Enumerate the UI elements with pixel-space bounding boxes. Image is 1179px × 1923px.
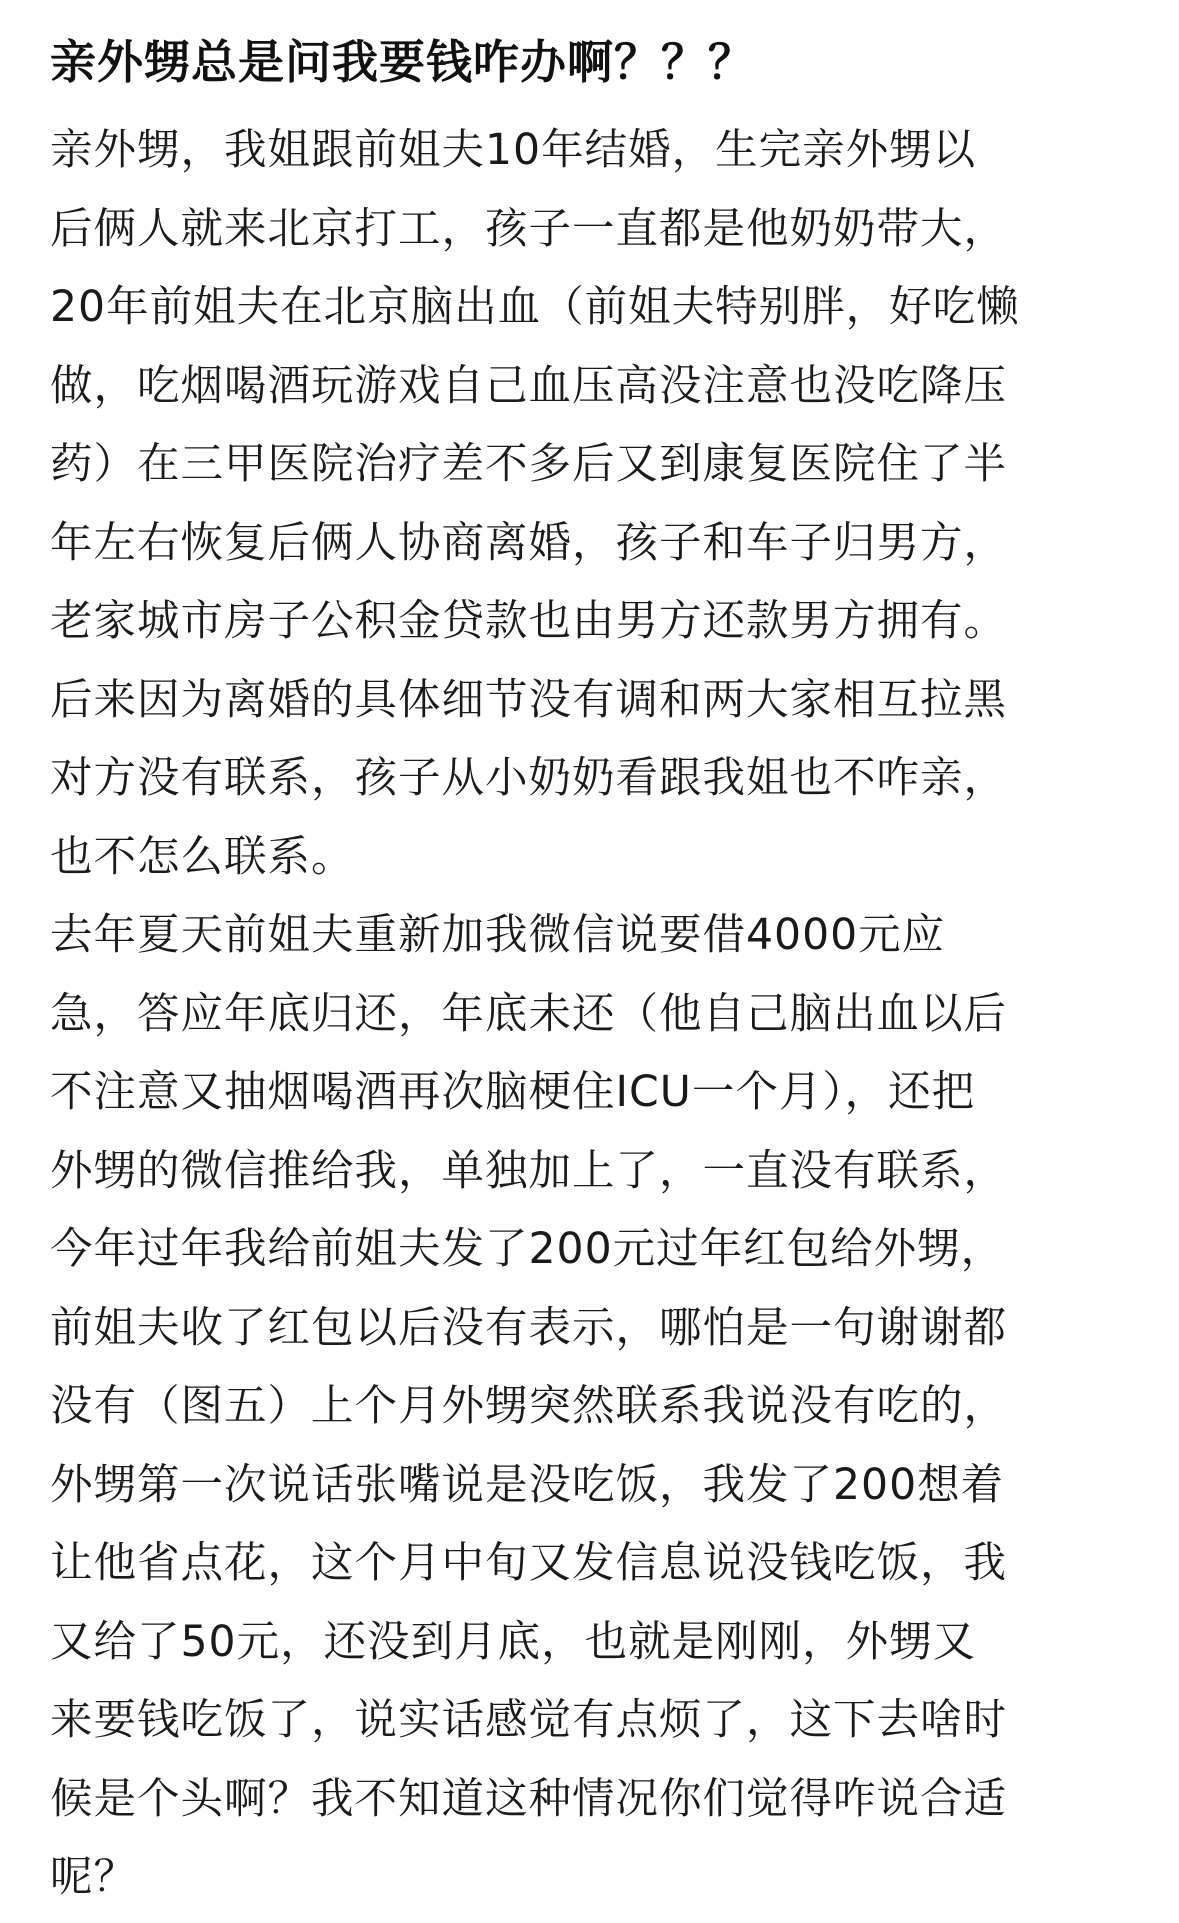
- body-line: 今年过年我给前姐夫发了200元过年红包给外甥，: [50, 1225, 1005, 1274]
- body-line: 对方没有联系，孩子从小奶奶看跟我姐也不咋亲，: [50, 754, 1008, 803]
- body-line: 前姐夫收了红包以后没有表示，哪怕是一句谢谢都: [50, 1303, 1008, 1353]
- body-line: 急，答应年底归还，年底未还（他自己脑出血以后: [50, 989, 1008, 1039]
- body-line: 也不怎么联系。: [50, 832, 355, 882]
- body-line: 让他省点花，这个月中旬又发信息说没钱吃饭，我: [50, 1539, 1008, 1588]
- body-line: 呢？: [50, 1853, 138, 1902]
- body-line: 又给了50元，还没到月底，也就是刚刚，外甥又: [50, 1617, 977, 1667]
- body-line: 20年前姐夫在北京脑出血（前姐夫特别胖，好吃懒: [50, 283, 1020, 332]
- body-line: 老家城市房子公积金贷款也由男方还款男方拥有。: [50, 597, 1008, 646]
- body-line: 药）在三甲医院治疗差不多后又到康复医院住了半: [50, 440, 1008, 489]
- post-container: [50, 18, 1130, 1918]
- body-line: 后来因为离婚的具体细节没有调和两大家相互拉黑: [50, 675, 1008, 725]
- body-line: 后俩人就来北京打工，孩子一直都是他奶奶带大，: [50, 204, 1008, 254]
- body-line: 候是个头啊？我不知道这种情况你们觉得咋说合适: [50, 1774, 1008, 1824]
- body-line: 来要钱吃饭了，说实话感觉有点烦了，这下去啥时: [50, 1696, 1008, 1745]
- body-line: 不注意又抽烟喝酒再次脑梗住ICU一个月），还把: [50, 1068, 976, 1117]
- post-title: 亲外甥总是问我要钱咋办啊？？？: [50, 35, 755, 89]
- body-line: 去年夏天前姐夫重新加我微信说要借4000元应: [50, 911, 946, 960]
- body-line: 外甥第一次说话张嘴说是没吃饭，我发了200想着: [50, 1460, 1005, 1510]
- body-line: 做，吃烟喝酒玩游戏自己血压高没注意也没吃降压: [50, 361, 1008, 411]
- body-line: 年左右恢复后俩人协商离婚，孩子和车子归男方，: [50, 518, 1008, 568]
- body-line: 亲外甥，我姐跟前姐夫10年结婚，生完亲外甥以: [50, 126, 977, 175]
- body-line: 外甥的微信推给我，单独加上了，一直没有联系，: [50, 1146, 1008, 1196]
- post-body: [50, 112, 1130, 1918]
- body-line: 没有（图五）上个月外甥突然联系我说没有吃的，: [50, 1382, 1008, 1431]
